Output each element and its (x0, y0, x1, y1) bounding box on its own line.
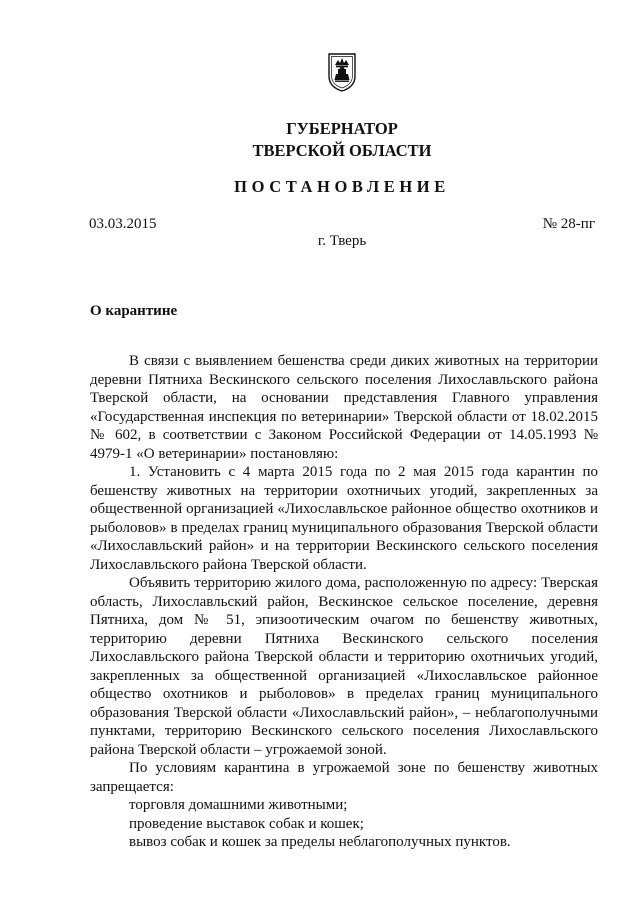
document-number: № 28-пг (542, 216, 595, 232)
coat-of-arms-icon (327, 52, 357, 92)
issuing-authority (0, 118, 640, 162)
document-body (90, 352, 598, 852)
restriction-item: проведение выставок собак и кошек; (129, 815, 364, 832)
authority-title: ГУБЕРНАТОР (286, 119, 398, 138)
restriction-item: вывоз собак и кошек за пределы неблагополучных пунктов. (129, 834, 511, 850)
restriction-item: торговля домашними животными; (129, 797, 348, 813)
clause-1-paragraph: 1. Установить с 4 марта 2015 года по 2 мая 2015 года карантин по бешенству животных на территории охотничьих угодий, закрепленных за общественной организацией «Лихославльское районное общество охотников и рыболовов» в пределах границ муниципального образования Тверской области «Лихославльский район» и на территории Вескинского сельского поселения Лихославльского района Тверской области. (90, 464, 598, 573)
preamble-paragraph: В связи с выявлением бешенства среди диких животных на территории деревни Пятниха Вескинского сельского поселения Лихославльского района Тверской области, на основании представления Главного управления «Государственная инспекция по ветеринарии» Тверской области от 18.02.2015 № 602, в соответствии с Законом Российской Федерации от 14.05.1993 № 4979-1 «О ветеринарии» постановляю: (90, 353, 598, 462)
authority-region: ТВЕРСКОЙ ОБЛАСТИ (252, 141, 432, 160)
restrictions-intro: По условиям карантина в угрожаемой зоне по бешенству животных запрещается: (90, 760, 598, 795)
document-type: ПОСТАНОВЛЕНИЕ (234, 177, 450, 196)
document-date: 03.03.2015 (89, 216, 157, 232)
document-subject: О карантине (90, 303, 178, 319)
declaration-paragraph: Объявить территорию жилого дома, расположенную по адресу: Тверская область, Лихославльский район, Вескинское сельское поселение, деревня Пятниха, дом № 51, эпизоотическим очагом по бешенству животных, территорию деревни Пятниха Вескинского сельского поселения Лихославльского района Тверской области и территорию охотничьих угодий, закрепленных за общественной организацией «Лихославльское районное общество охотников и рыболовов» в пределах границ муниципального образования Тверской области «Лихославльский район», – неблагополучными пунктами, территорию Вескинского сельского поселения Лихославльского района Тверской области – угрожаемой зоной. (90, 575, 598, 758)
document-place: г. Тверь (317, 233, 367, 249)
